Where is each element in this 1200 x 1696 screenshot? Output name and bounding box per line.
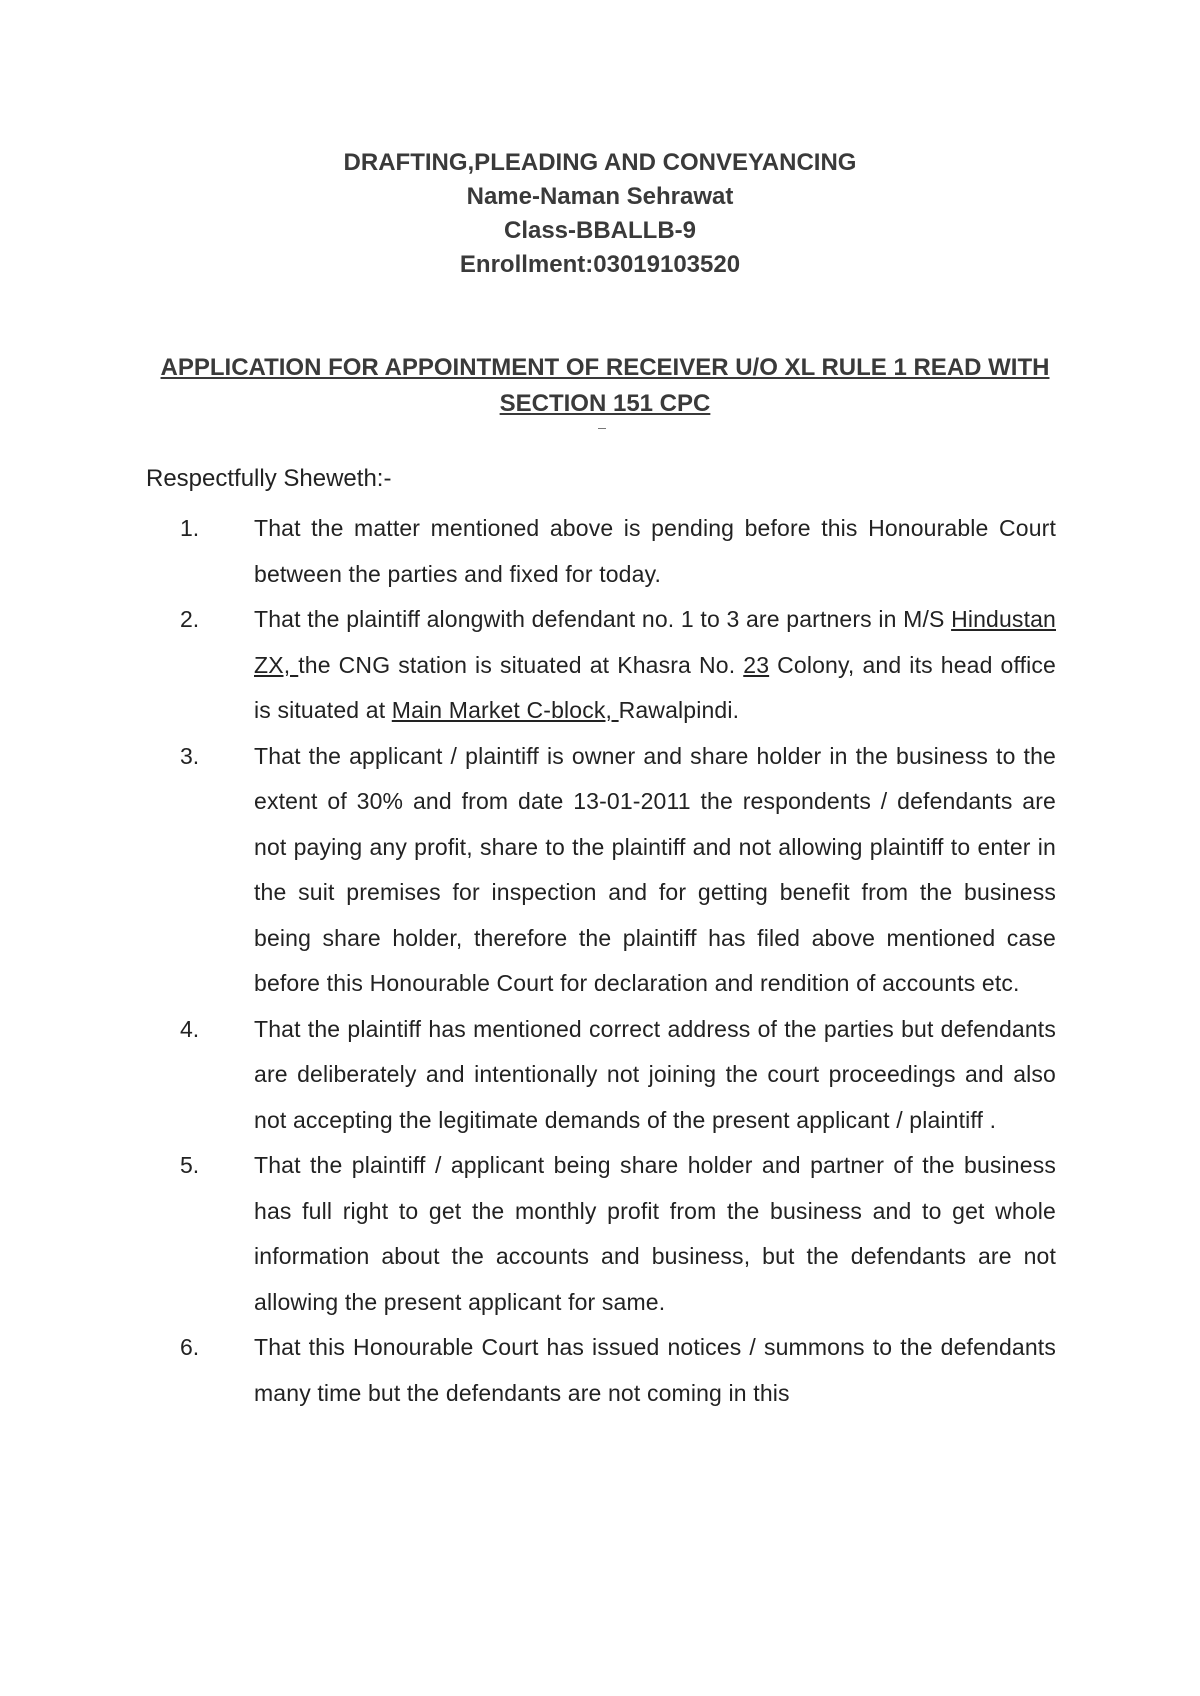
paragraph-number: 6. [180, 1334, 200, 1360]
paragraph-text: That the plaintiff has mentioned correct address of the parties but defendants are deliberately and intentionally not joining the court proceedings and also not accepting the legitimate demands of the present applicant / plaintiff . [254, 1015, 1056, 1133]
numbered-paragraphs [0, 506, 1056, 1416]
paragraph-item [0, 1143, 1056, 1325]
paragraph-number: 5. [180, 1152, 200, 1178]
paragraph-text: That the applicant / plaintiff is owner and share holder in the business to the extent of 30% and from date 13-01-2011 the respondents / defendants are not paying any profit, share to the plaintiff and not allowing plaintiff to enter in the suit premises for inspection and for getting benefit from the business being share holder, therefore the plaintiff has filed above mentioned case before this Honourable Court for declaration and rendition of accounts etc. [254, 742, 1056, 996]
text-segment: Rawalpindi. [618, 697, 740, 723]
khasra-number: 23 [743, 651, 770, 678]
student-name: Name-Naman Sehrawat [466, 183, 734, 210]
text-segment: Colony, and its head office is situated at [254, 651, 1056, 723]
paragraph-number: 4. [180, 1015, 200, 1042]
application-title: APPLICATION FOR APPOINTMENT OF RECEIVER U/O XL RULE 1 READ WITH SECTION 151 CPC [160, 354, 1050, 417]
paragraph-text: That this Honourable Court has issued notices / summons to the defendants many time but the defendants are not coming in this [254, 1334, 1056, 1406]
salutation: Respectfully Sheweth:- [146, 465, 392, 492]
paragraph-number: 3. [180, 742, 200, 769]
paragraph-item [0, 734, 1056, 1007]
paragraph-number: 2. [180, 606, 200, 632]
stray-underscore-mark [598, 428, 606, 429]
firm-name: Hindustan ZX, [254, 606, 1056, 678]
subject-heading: DRAFTING,PLEADING AND CONVEYANCING [343, 149, 857, 176]
text-segment: the CNG station is situated at Khasra No. [298, 651, 744, 678]
paragraph-item [0, 1325, 1056, 1416]
head-office-address: Main Market C-block, [391, 697, 619, 723]
paragraph-item [0, 1007, 1056, 1144]
document-header [0, 146, 1200, 282]
paragraph-text [254, 597, 1056, 734]
text-segment: That the plaintiff alongwith defendant no. 1 to 3 are partners in M/S [254, 606, 952, 632]
paragraph-number: 1. [180, 515, 200, 541]
paragraph-item [0, 597, 1056, 734]
paragraph-item [0, 506, 1056, 597]
paragraph-text: That the matter mentioned above is pending before this Honourable Court between the parties and fixed for today. [254, 515, 1056, 587]
student-class: Class-BBALLB-9 [503, 217, 697, 244]
paragraph-text: That the plaintiff / applicant being share holder and partner of the business has full right to get the monthly profit from the business and to get whole information about the accounts and business, but the defendants are not allowing the present applicant for same. [254, 1152, 1056, 1315]
student-enrollment: Enrollment:03019103520 [459, 251, 741, 278]
